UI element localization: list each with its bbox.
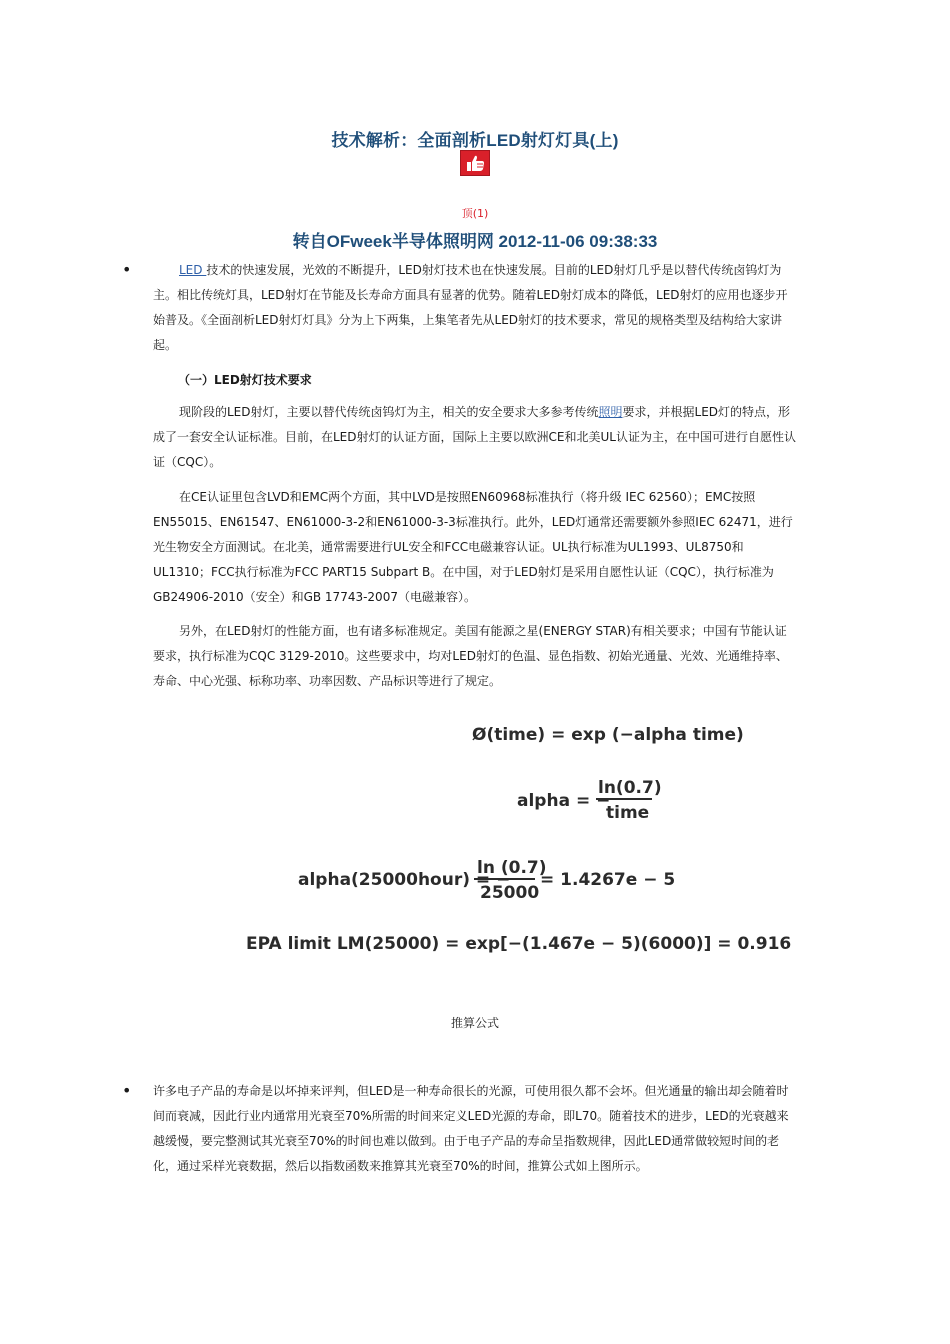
intro-text: 技术的快速发展，光效的不断提升，LED射灯技术也在快速发展。目前的LED射灯几乎是以替代传统卤钨灯为主。相比传统灯具，LED射灯在节能及长寿命方面具有显著的优势。随着LED射灯成本的降低，LED射灯的应用也逐步开始普及。《全面剖析LED射灯灯具》分为上下两集，上集笔者先从LED射灯的技术要求，常见的规格类型及结构给大家讲起。 — [153, 263, 788, 352]
p1-text-before: 现阶段的LED射灯，主要以替代传统卤钨灯为主，相关的安全要求大多参考传统 — [179, 405, 599, 419]
formula-image — [0, 705, 950, 970]
formula-2-lhs: alpha = − — [517, 791, 611, 811]
like-count-link[interactable]: 顶(1) — [461, 207, 489, 220]
bullet-marker: • — [122, 260, 132, 279]
like-button[interactable] — [460, 150, 490, 176]
formula-1: Ø(time) = exp (−alpha time) — [472, 725, 744, 745]
formula-2-den: time — [606, 803, 650, 823]
section-paragraph-3: 另外，在LED射灯的性能方面，也有诸多标准规定。美国有能源之星(ENERGY STAR)有相关要求；中国有节能认证要求，执行标准为CQC 3129-2010。这些要求中，均对LED射灯的色温、显色指数、初始光通量、光效、光通维持率、寿命、中心光强、标称功率、功率因数、产品标识等进行了规定。 — [153, 624, 788, 688]
thumbs-up-icon — [466, 154, 486, 172]
bullet-marker-2: • — [122, 1081, 132, 1100]
lighting-link[interactable]: 照明 — [598, 405, 623, 419]
formula-2-num: ln(0.7) — [598, 778, 662, 798]
led-link[interactable]: LED — [179, 263, 207, 277]
formula-3-num: ln (0.7) — [477, 858, 547, 878]
formula-3-den: 25000 — [480, 883, 540, 903]
article-title: 技术解析：全面剖析LED射灯灯具(上) — [331, 131, 619, 150]
section-paragraph-1 — [153, 400, 798, 475]
formula-4: EPA limit LM(25000) = exp[−(1.467e − 5)(6000)] = 0.916 — [246, 934, 792, 954]
formula-3-lhs: alpha(25000hour) = − — [298, 870, 511, 890]
section-paragraph-2: 在CE认证里包含LVD和EMC两个方面，其中LVD是按照EN60968标准执行（将升级 IEC 62560）；EMC按照EN55015、EN61547、EN61000-3-2和EN61000-3-3标准执行。此外，LED灯通常还需要额外参照IEC 62471，进行光生物安全方面测试。在北美，通常需要进行UL安全和FCC电磁兼容认证。UL执行标准为UL1993、UL8750和UL1310；FCC执行标准为FCC PART15 Subpart B。在中国，对于LED射灯是采用自愿性认证（CQC），执行标准为GB24906-2010（安全）和GB 17743-2007（电磁兼容）。 — [153, 490, 793, 604]
article-source-line: 转自OFweek半导体照明网 2012-11-06 09:38:33 — [292, 232, 658, 251]
closing-paragraph: 许多电子产品的寿命是以坏掉来评判，但LED是一种寿命很长的光源，可使用很久都不会坏。但光通量的输出却会随着时间而衰减，因此行业内通常用光衰至70%所需的时间来定义LED光源的寿命，即L70。随着技术的进步，LED的光衰越来越缓慢，要完整测试其光衰至70%的时间也难以做到。由于电子产品的寿命呈指数规律，因此LED通常做较短时间的老化，通过采样光衰数据，然后以指数函数来推算其光衰至70%的时间，推算公式如上图所示。 — [153, 1084, 789, 1173]
section-heading: （一）LED射灯技术要求 — [178, 373, 312, 387]
formula-3-rhs: = 1.4267e − 5 — [540, 870, 676, 890]
formula-caption: 推算公式 — [450, 1016, 499, 1030]
intro-paragraph — [153, 258, 798, 358]
p1-text-after: 要求，并根据LED灯的特点，形成了一套安全认证标准。目前，在LED射灯的认证方面，国际上主要以欧洲CE和北美UL认证为主，在中国可进行自愿性认证（CQC）。 — [153, 405, 796, 469]
